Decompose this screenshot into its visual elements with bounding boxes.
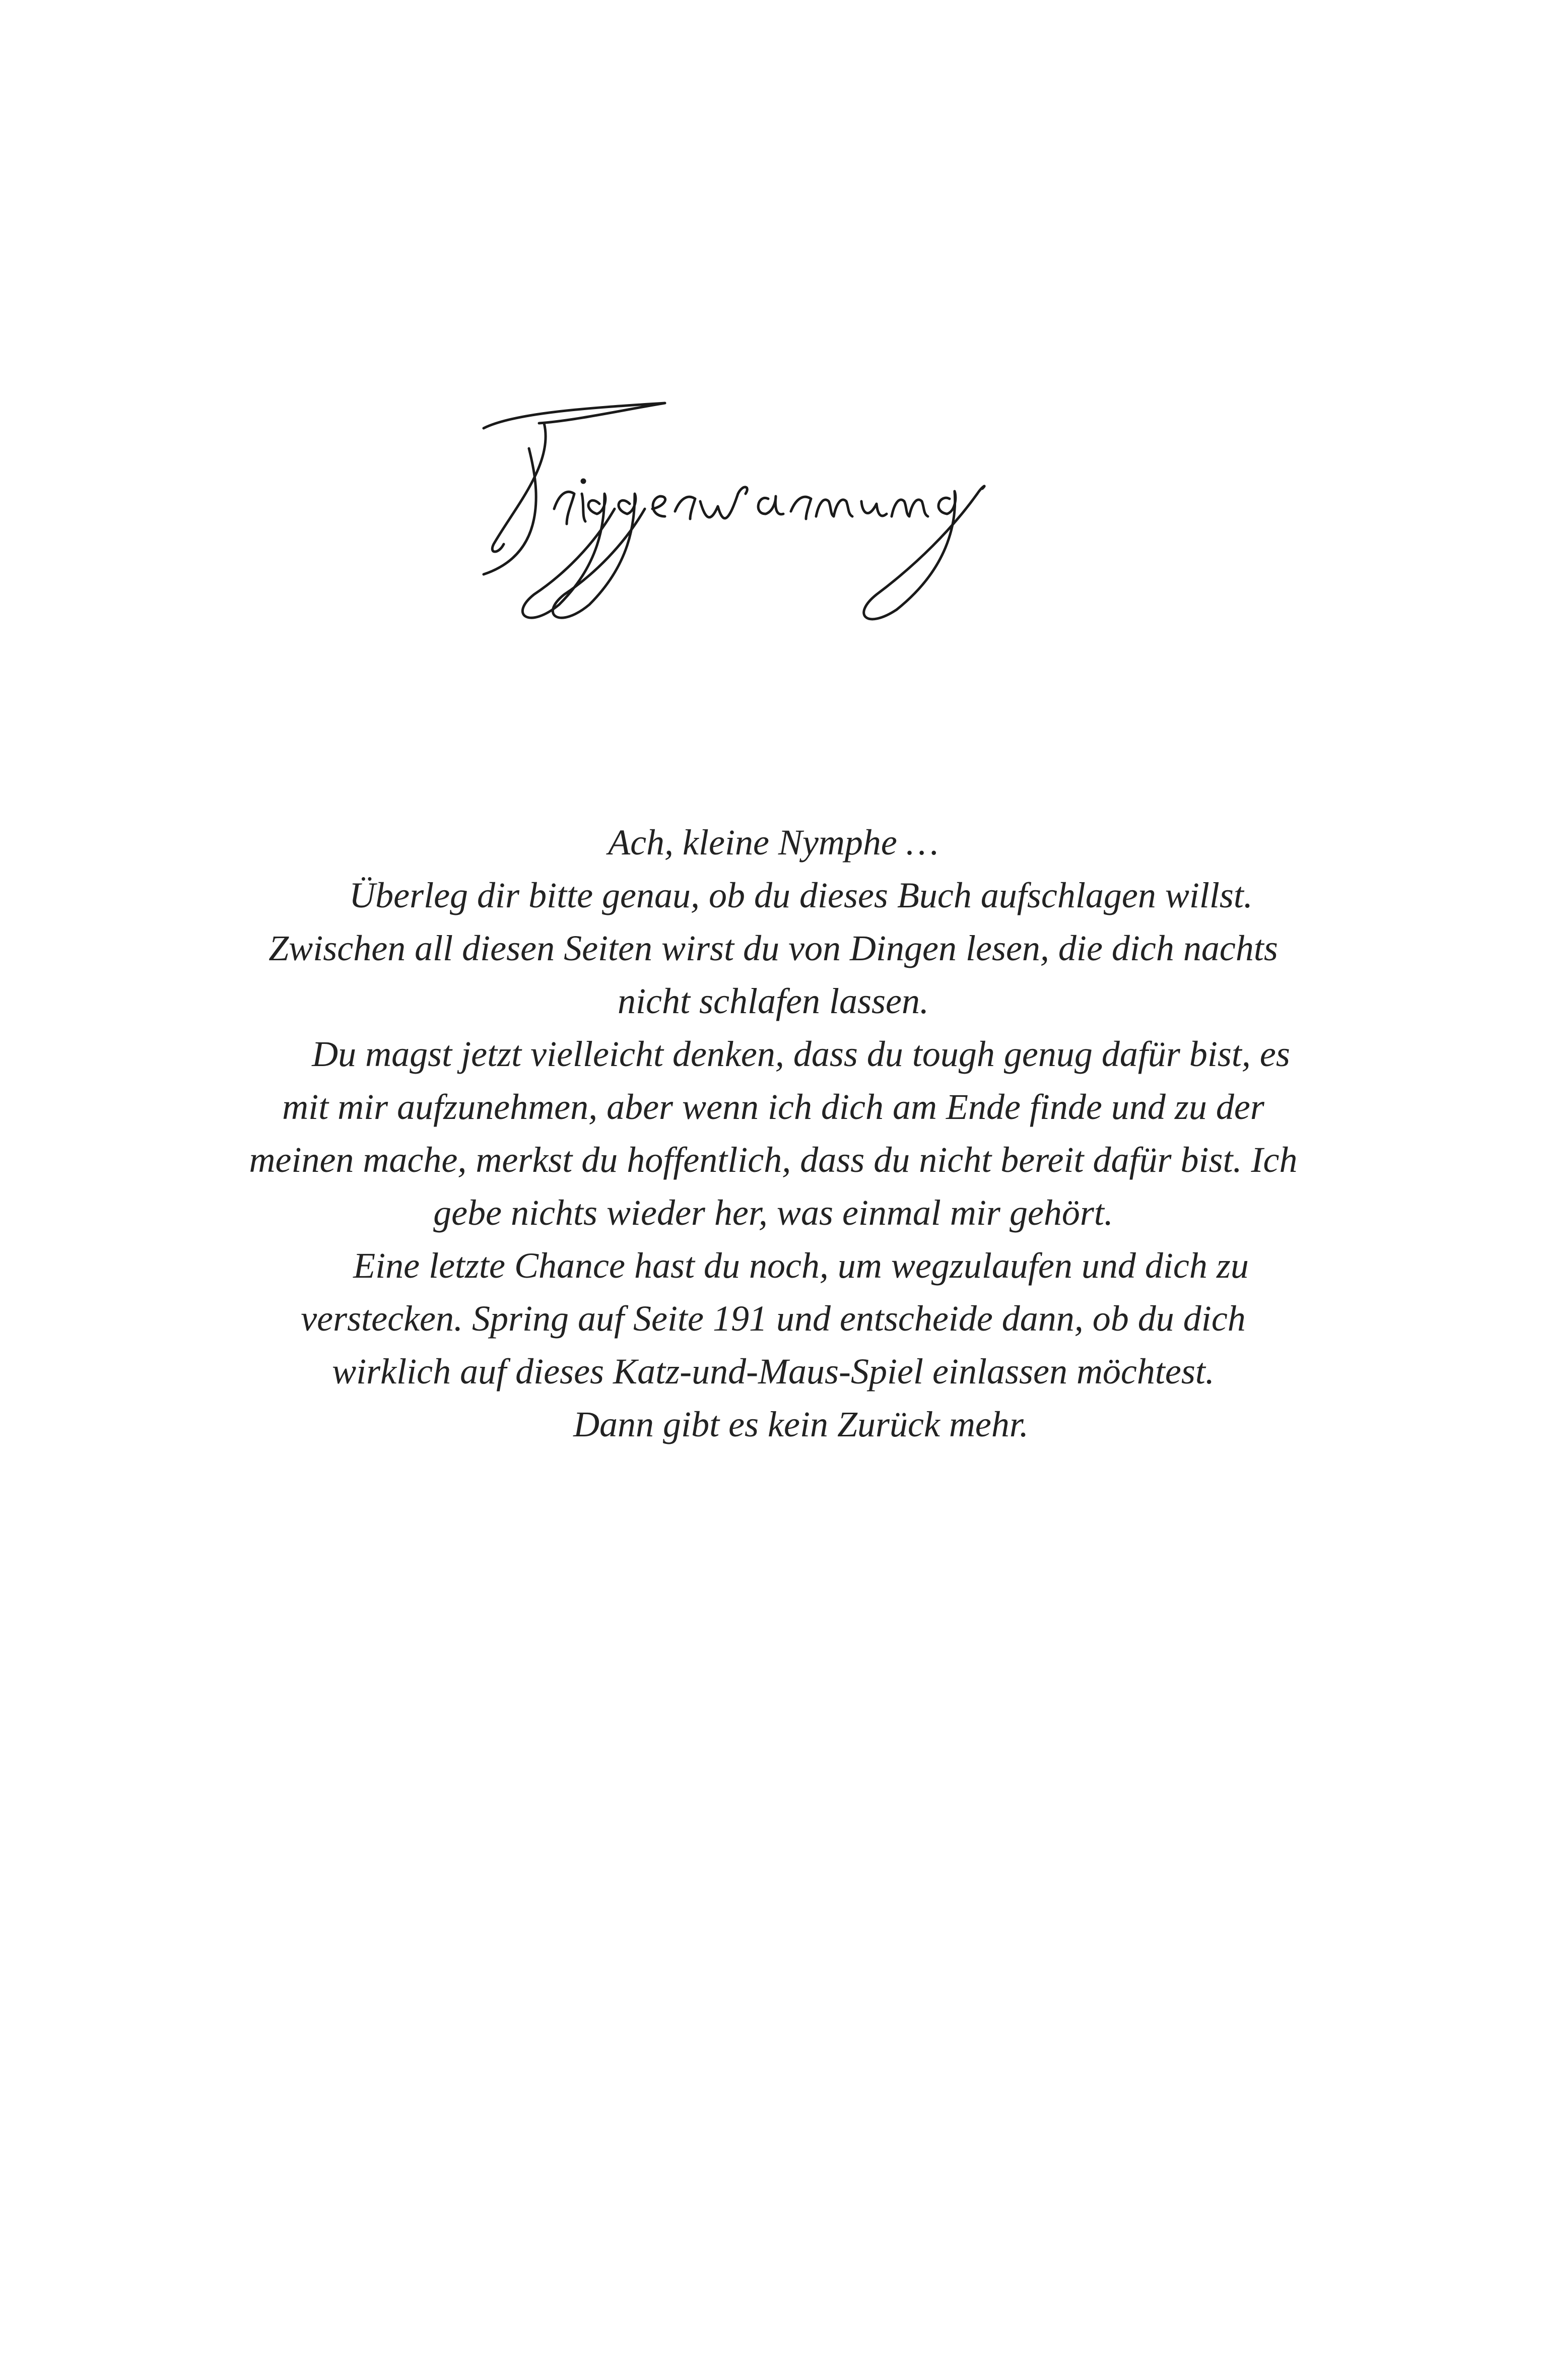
paragraph-warning: Überleg dir bitte genau, ob du dieses Buch aufschlagen willst. Zwischen all diesen Seiten wirst du von Dingen lesen, die dich nachts nicht schlafen lassen. — [268, 875, 1278, 1021]
paragraph-threat: Du magst jetzt vielleicht denken, dass du tough genug dafür bist, es mit mir aufzunehmen, aber wenn ich dich am Ende finde und zu der meinen mache, merkst du hoffentlich, dass du nicht bereit dafür bist. Ich gebe nichts wieder her, was einmal mir gehört. — [249, 1034, 1298, 1233]
paragraph-final: Dann gibt es kein Zurück mehr. — [573, 1404, 1029, 1444]
paragraph-chance: Eine letzte Chance hast du noch, um wegzulaufen und dich zu verstecken. Spring auf Seite 191 und entscheide dann, ob du dich wirklich auf dieses Katz-und-Maus-Spiel einlassen möchtest. — [301, 1245, 1249, 1392]
page-title — [453, 393, 1108, 705]
warning-text — [242, 816, 1305, 1451]
paragraph-greeting: Ach, kleine Nymphe … — [608, 822, 938, 863]
title-script-lettering — [453, 393, 1108, 705]
